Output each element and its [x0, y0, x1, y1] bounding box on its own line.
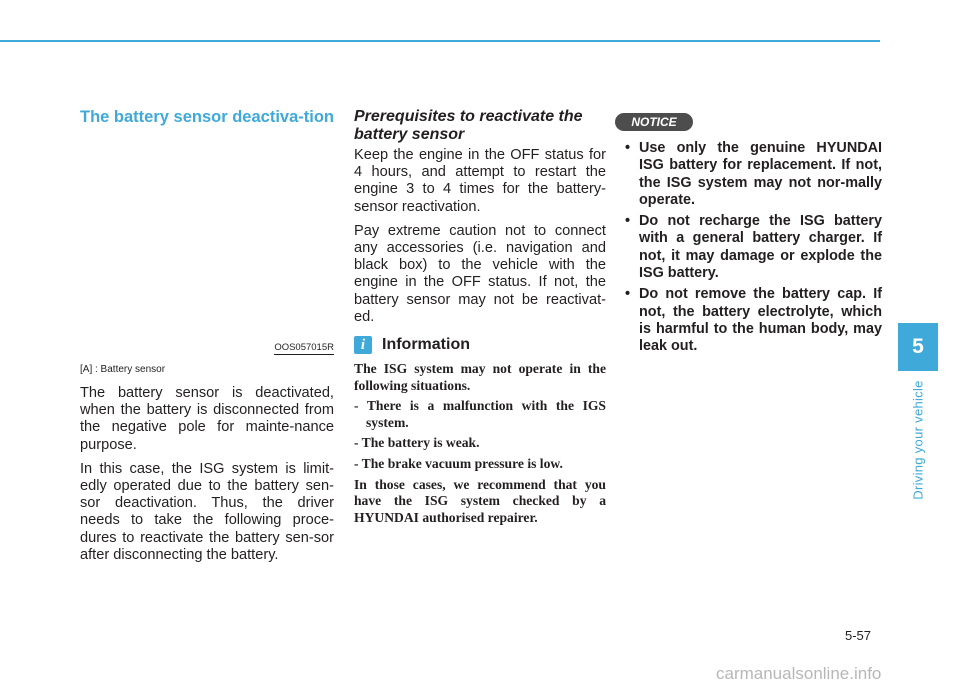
information-intro: The ISG system may not operate in the following situations. — [354, 361, 606, 393]
paragraph: Pay extreme caution not to connect any accessories (i.e. navigation and black box) to the vehicle with the engine in the OFF status. If not, the battery sensor may not be reactivat-ed. — [354, 222, 606, 325]
notice-list — [615, 140, 882, 360]
figure-caption: [A] : Battery sensor — [80, 364, 166, 375]
information-closing: In those cases, we recommend that you have the ISG system checked by a HYUNDAI authorised repairer. — [354, 476, 606, 525]
notice-badge: NOTICE — [615, 113, 693, 131]
info-icon: i — [354, 336, 372, 354]
section-title: The battery sensor deactiva-tion — [80, 108, 334, 126]
notice-item: • Do not recharge the ISG battery with a general battery charger. If not, it may damage or explode the ISG battery. — [615, 213, 882, 282]
paragraph: The battery sensor is deactivated, when the battery is disconnected from the negative pole for mainte-nance purpose. — [80, 385, 334, 453]
paragraph: In this case, the ISG system is limit-edly operated due to the battery sen-sor deactivation. Thus, the driver needs to take the following proce-dures to reactivate the battery sen-sor after disconnecting the battery. — [80, 460, 334, 563]
information-title: Information — [382, 336, 470, 353]
middle-body — [354, 147, 606, 333]
information-body — [354, 361, 606, 530]
subsection-title: Prerequisites to reactivate the battery sensor — [354, 108, 583, 143]
header-rule — [0, 40, 880, 42]
information-item: - The brake vacuum pressure is low. — [354, 455, 563, 471]
information-item: - The battery is weak. — [354, 435, 480, 451]
notice-item: • Do not remove the battery cap. If not, the battery electrolyte, which is harmful to the human body, may leak out. — [615, 286, 882, 355]
page-number: 5-57 — [845, 628, 872, 643]
photo-code: OOS057015R — [274, 342, 334, 353]
notice-item: • Use only the genuine HYUNDAI ISG battery for replacement. If not, the ISG system may not nor-mally operate. — [615, 140, 882, 209]
paragraph: Keep the engine in the OFF status for 4 hours, and attempt to restart the engine 3 to 4 times for the battery-sensor reactivation. — [354, 147, 606, 215]
chapter-label: Driving your vehicle — [910, 380, 926, 500]
information-item: - There is a malfunction with the IGS system. — [354, 398, 606, 430]
watermark: carmanualsonline.info — [716, 664, 882, 683]
information-header — [354, 336, 606, 356]
chapter-number-tab: 5 — [898, 323, 938, 371]
left-body — [80, 385, 334, 571]
